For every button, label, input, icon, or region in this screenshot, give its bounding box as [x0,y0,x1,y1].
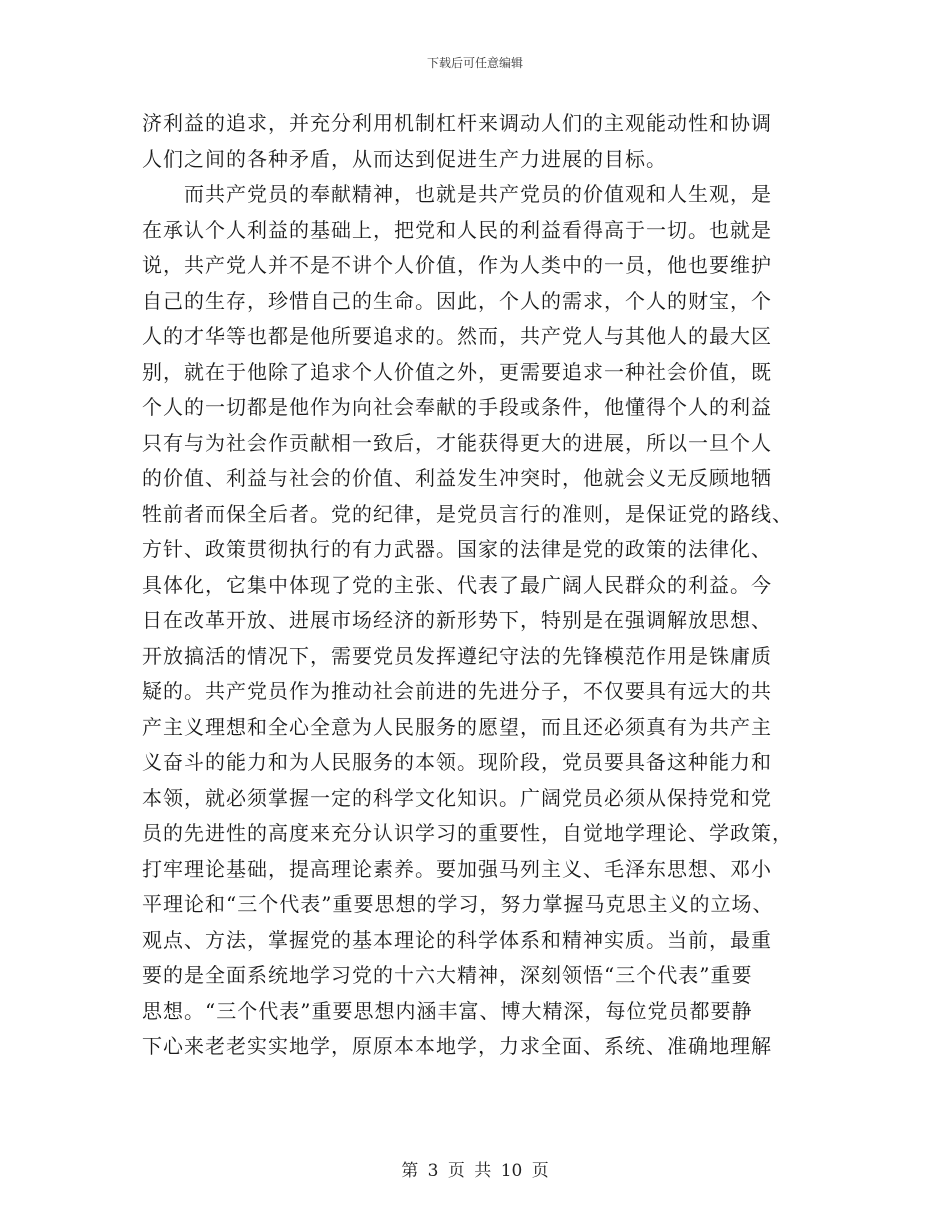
page-footer: 第 3 页 共 10 页 [401,1161,549,1181]
text-line: 别，就在于他除了追求个人价值之外，更需要追求一种社会价值，既 [142,359,772,384]
text-line: 员的先进性的高度来充分认识学习的重要性，自觉地学理论、学政策， [142,821,793,845]
text-line: 只有与为社会作贡献相一致后，才能获得更大的进展，所以一旦个人 [142,430,772,455]
text-line: 本领，就必须掌握一定的科学文化知识。广阔党员必须从保持党和党 [142,785,772,810]
text-line: 日在改革开放、进展市场经济的新形势下，特别是在强调解放思想、 [142,608,772,632]
text-line: 要的是全面系统地学习党的十六大精神，深刻领悟“三个代表”重要 [142,963,753,987]
text-line: 下心来老老实实地学，原原本本地学，力求全面、系统、准确地理解 [142,1034,772,1058]
text-line: 济利益的追求，并充分利用机制杠杆来调动人们的主观能动性和协调 [142,111,772,135]
text-line: 平理论和“三个代表”重要思想的学习，努力掌握马克思主义的立场、 [142,892,774,916]
text-line: 自己的生存，珍惜自己的生命。因此，个人的需求，个人的财宝，个 [142,288,772,313]
text-line: 观点、方法，掌握党的基本理论的科学体系和精神实质。当前，最重 [142,927,772,952]
text-line: 人们之间的各种矛盾，从而达到促进生产力进展的目标。 [142,146,667,171]
text-line: 打牢理论基础，提高理论素养。要加强马列主义、毛泽东思想、邓小 [142,856,772,881]
text-line: 义奋斗的能力和为人民服务的本领。现阶段，党员要具备这种能力和 [142,750,772,774]
text-line: 开放搞活的情况下，需要党员发挥遵纪守法的先锋模范作用是铢庸质 [142,643,772,668]
text-line: 在承认个人利益的基础上，把党和人民的利益看得高于一切。也就是 [142,217,772,242]
text-line: 的价值、利益与社会的价值、利益发生冲突时，他就会义无反顾地牺 [142,466,772,490]
text-line: 具体化，它集中体现了党的主张、代表了最广阔人民群众的利益。今 [142,572,772,597]
text-line: 个人的一切都是他作为向社会奉献的手段或条件，他懂得个人的利益 [142,395,772,419]
text-line: 而共产党员的奉献精神，也就是共产党员的价值观和人生观，是 [142,182,772,206]
text-line: 方针、政策贯彻执行的有力武器。国家的法律是党的政策的法律化、 [142,537,772,561]
text-line: 疑的。共产党员作为推动社会前进的先进分子，不仅要具有远大的共 [142,679,772,703]
text-line: 产主义理想和全心全意为人民服务的愿望，而且还必须真有为共产主 [142,714,772,739]
page-header: 下载后可任意编辑 [426,56,523,70]
text-line: 思想。“三个代表”重要思想内涵丰富、博大精深，每位党员都要静 [142,998,753,1023]
text-line: 牲前者而保全后者。党的纪律，是党员言行的准则，是保证党的路线、 [142,501,793,526]
text-line: 说，共产党人并不是不讲个人价值，作为人类中的一员，他也要维护 [142,253,772,277]
text-line: 人的才华等也都是他所要追求的。然而，共产党人与其他人的最大区 [142,324,772,348]
document-body [142,106,812,1065]
